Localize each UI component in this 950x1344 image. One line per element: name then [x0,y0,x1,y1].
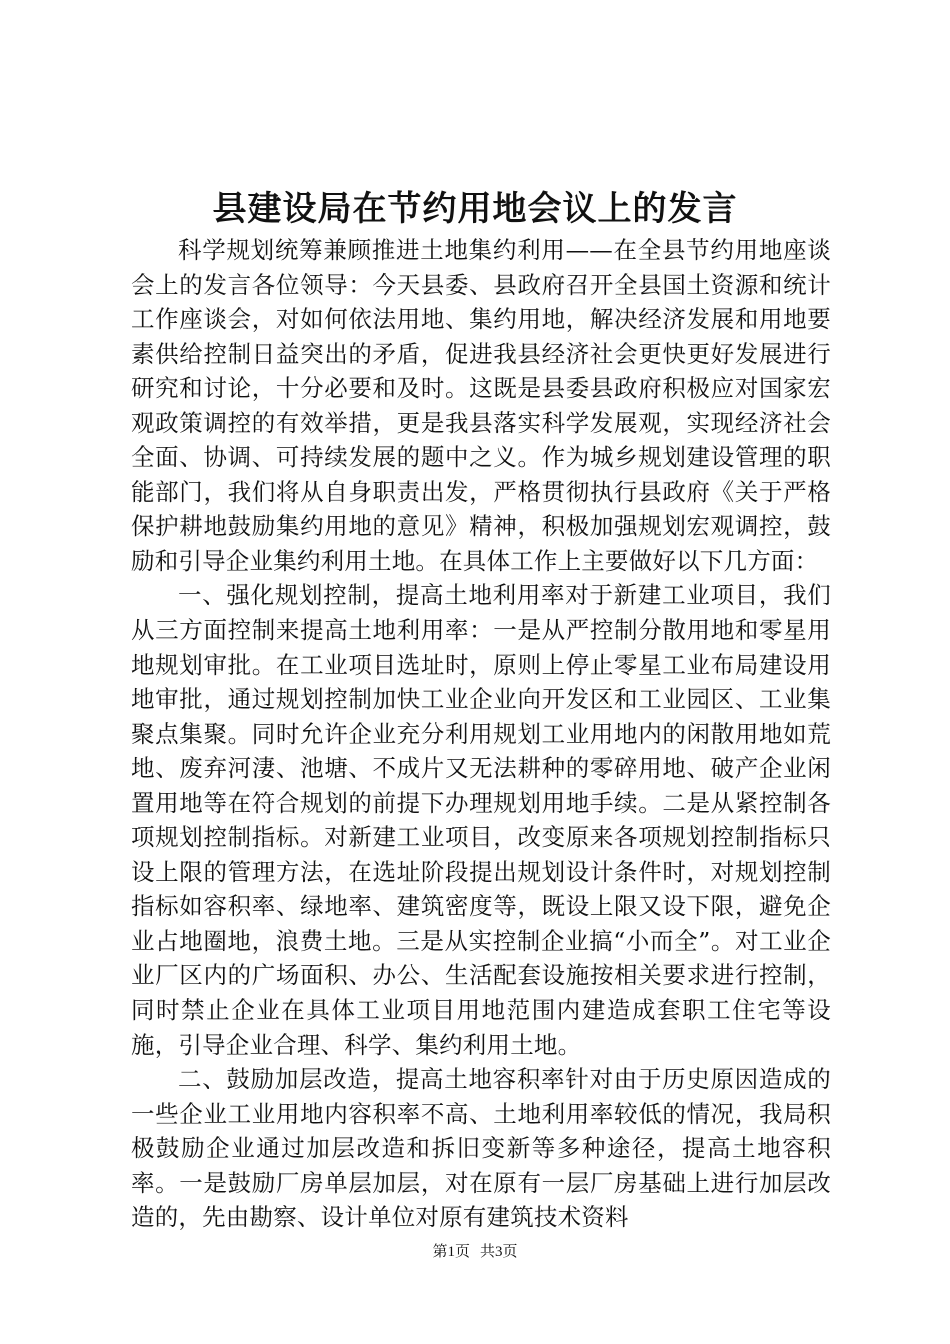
document-title: 县建设局在节约用地会议上的发言 [212,189,738,229]
page-total: 共3页 [480,1244,518,1260]
paragraph-section-two: 二、鼓励加层改造，提高土地容积率针对由于历史原因造成的一些企业工业用地内容积率不高、土地利用率较低的情况，我局积极鼓励企业通过加层改造和拆旧变新等多种途径，提高土地容积率。一是鼓励厂房单层加层，对在原有一层厂房基础上进行加层改造的，先由勘察、设计单位对原有建筑技术资料 [131,1065,831,1232]
page-number: 第1页 [432,1244,470,1260]
paragraph-section-one: 一、强化规划控制，提高土地利用率对于新建工业项目，我们从三方面控制来提高土地利用率：一是从严控制分散用地和零星用地规划审批。在工业项目选址时，原则上停止零星工业布局建设用地审批，通过规划控制加快工业企业向开发区和工业园区、工业集聚点集聚。同时允许企业充分利用规划工业用地内的闲散用地如荒地、废弃河淒、池塘、不成片又无法耕种的零碎用地、破产企业闲置用地等在符合规划的前提下办理规划用地手续。二是从紧控制各项规划控制指标。对新建工业项目，改变原来各项规划控制指标只设上限的管理方法，在选址阶段提出规划设计条件时，对规划控制指标如容积率、绿地率、建筑密度等，既设上限又设下限，避免企业占地圈地，浪费土地。三是从实控制企业搞“小而全”。对工业企业厂区内的广场面积、办公、生活配套设施按相关要求进行控制，同时禁止企业在具体工业项目用地范围内建造成套职工住宅等设施，引导企业合理、科学、集约利用土地。 [131,581,831,1059]
page-footer [0,1242,950,1262]
document-body [131,233,831,1235]
paragraph-intro: 科学规划统筹兼顾推进土地集约利用——在全县节约用地座谈会上的发言各位领导：今天县委、县政府召开全县国土资源和统计工作座谈会，对如何依法用地、集约用地，解决经济发展和用地要素供给控制日益突出的矛盾，促进我县经济社会更快更好发展进行研究和讨论，十分必要和及时。这既是县委县政府积极应对国家宏观政策调控的有效举措，更是我县落实科学发展观，实现经济社会全面、协调、可持续发展的题中之义。作为城乡规划建设管理的职能部门，我们将从自身职责出发，严格贯彻执行县政府《关于严格保护耕地鼓励集约用地的意见》精神，积极加强规划宏观调控，鼓励和引导企业集约利用土地。在具体工作上主要做好以下几方面： [131,236,831,575]
